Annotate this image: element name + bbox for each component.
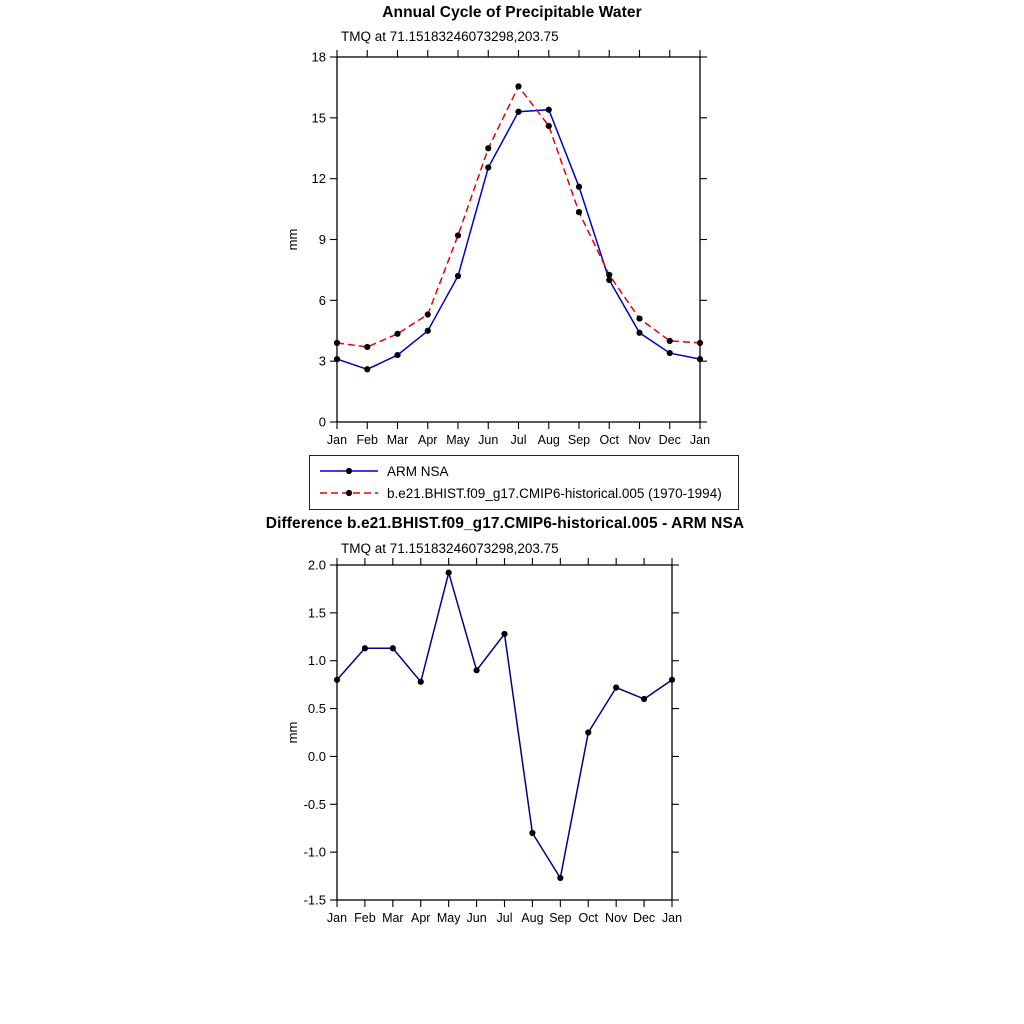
annual-cycle-subtitle: TMQ at 71.15183246073298,203.75 (341, 29, 559, 44)
svg-text:Jan: Jan (326, 433, 348, 447)
svg-text:Apr: Apr (418, 433, 438, 447)
svg-text:15: 15 (311, 110, 326, 126)
svg-text:Nov: Nov (628, 433, 651, 447)
svg-text:-1.5: -1.5 (303, 892, 326, 908)
legend-row-model (318, 482, 730, 504)
svg-text:9: 9 (318, 232, 326, 247)
svg-text:18: 18 (311, 49, 326, 65)
svg-text:0: 0 (318, 414, 326, 430)
svg-text:6: 6 (318, 292, 326, 308)
svg-text:Mar: Mar (386, 433, 409, 447)
svg-text:Oct: Oct (599, 433, 619, 447)
svg-text:Sep: Sep (549, 911, 572, 925)
svg-text:Aug: Aug (537, 433, 560, 447)
difference-chart (270, 556, 750, 936)
svg-text:Jul: Jul (496, 911, 513, 925)
difference-subtitle: TMQ at 71.15183246073298,203.75 (341, 541, 559, 556)
annual-cycle-chart (270, 48, 750, 458)
svg-text:Dec: Dec (632, 911, 656, 925)
legend-line-sample-arm (318, 464, 380, 478)
svg-text:Aug: Aug (521, 911, 544, 925)
svg-text:Oct: Oct (578, 911, 598, 925)
svg-text:-1.0: -1.0 (303, 844, 326, 860)
annual-cycle-title: Annual Cycle of Precipitable Water (382, 4, 642, 21)
svg-text:Jul: Jul (510, 433, 527, 447)
legend (309, 455, 739, 510)
svg-text:Feb: Feb (356, 433, 379, 447)
svg-text:-0.5: -0.5 (303, 796, 326, 812)
svg-text:May: May (436, 911, 461, 925)
legend-line-sample-model (318, 486, 380, 500)
legend-label-model: b.e21.BHIST.f09_g17.CMIP6-historical.005 (1970-1994) (387, 485, 722, 501)
svg-text:0.5: 0.5 (307, 701, 326, 717)
legend-label-arm: ARM NSA (387, 463, 449, 479)
difference-title: Difference b.e21.BHIST.f09_g17.CMIP6-historical.005 - ARM NSA (265, 515, 745, 532)
svg-text:3: 3 (318, 353, 326, 369)
svg-text:12: 12 (311, 171, 326, 187)
svg-text:Feb: Feb (354, 911, 376, 925)
svg-text:0.0: 0.0 (307, 748, 326, 764)
svg-text:Jan: Jan (689, 433, 711, 447)
svg-text:Jun: Jun (466, 911, 487, 925)
legend-row-arm (318, 460, 730, 482)
svg-text:Jun: Jun (478, 433, 499, 447)
svg-text:1.0: 1.0 (307, 653, 326, 669)
svg-text:mm: mm (285, 228, 300, 251)
svg-text:Jan: Jan (326, 911, 348, 925)
svg-text:Mar: Mar (382, 911, 404, 925)
svg-text:Dec: Dec (658, 433, 681, 447)
svg-text:Apr: Apr (411, 911, 431, 925)
svg-text:Sep: Sep (567, 433, 591, 447)
svg-text:Jan: Jan (661, 911, 683, 925)
svg-text:1.5: 1.5 (307, 605, 326, 621)
svg-text:mm: mm (285, 721, 300, 744)
svg-text:May: May (446, 433, 470, 447)
svg-text:Nov: Nov (605, 911, 628, 925)
svg-text:2.0: 2.0 (307, 557, 326, 573)
